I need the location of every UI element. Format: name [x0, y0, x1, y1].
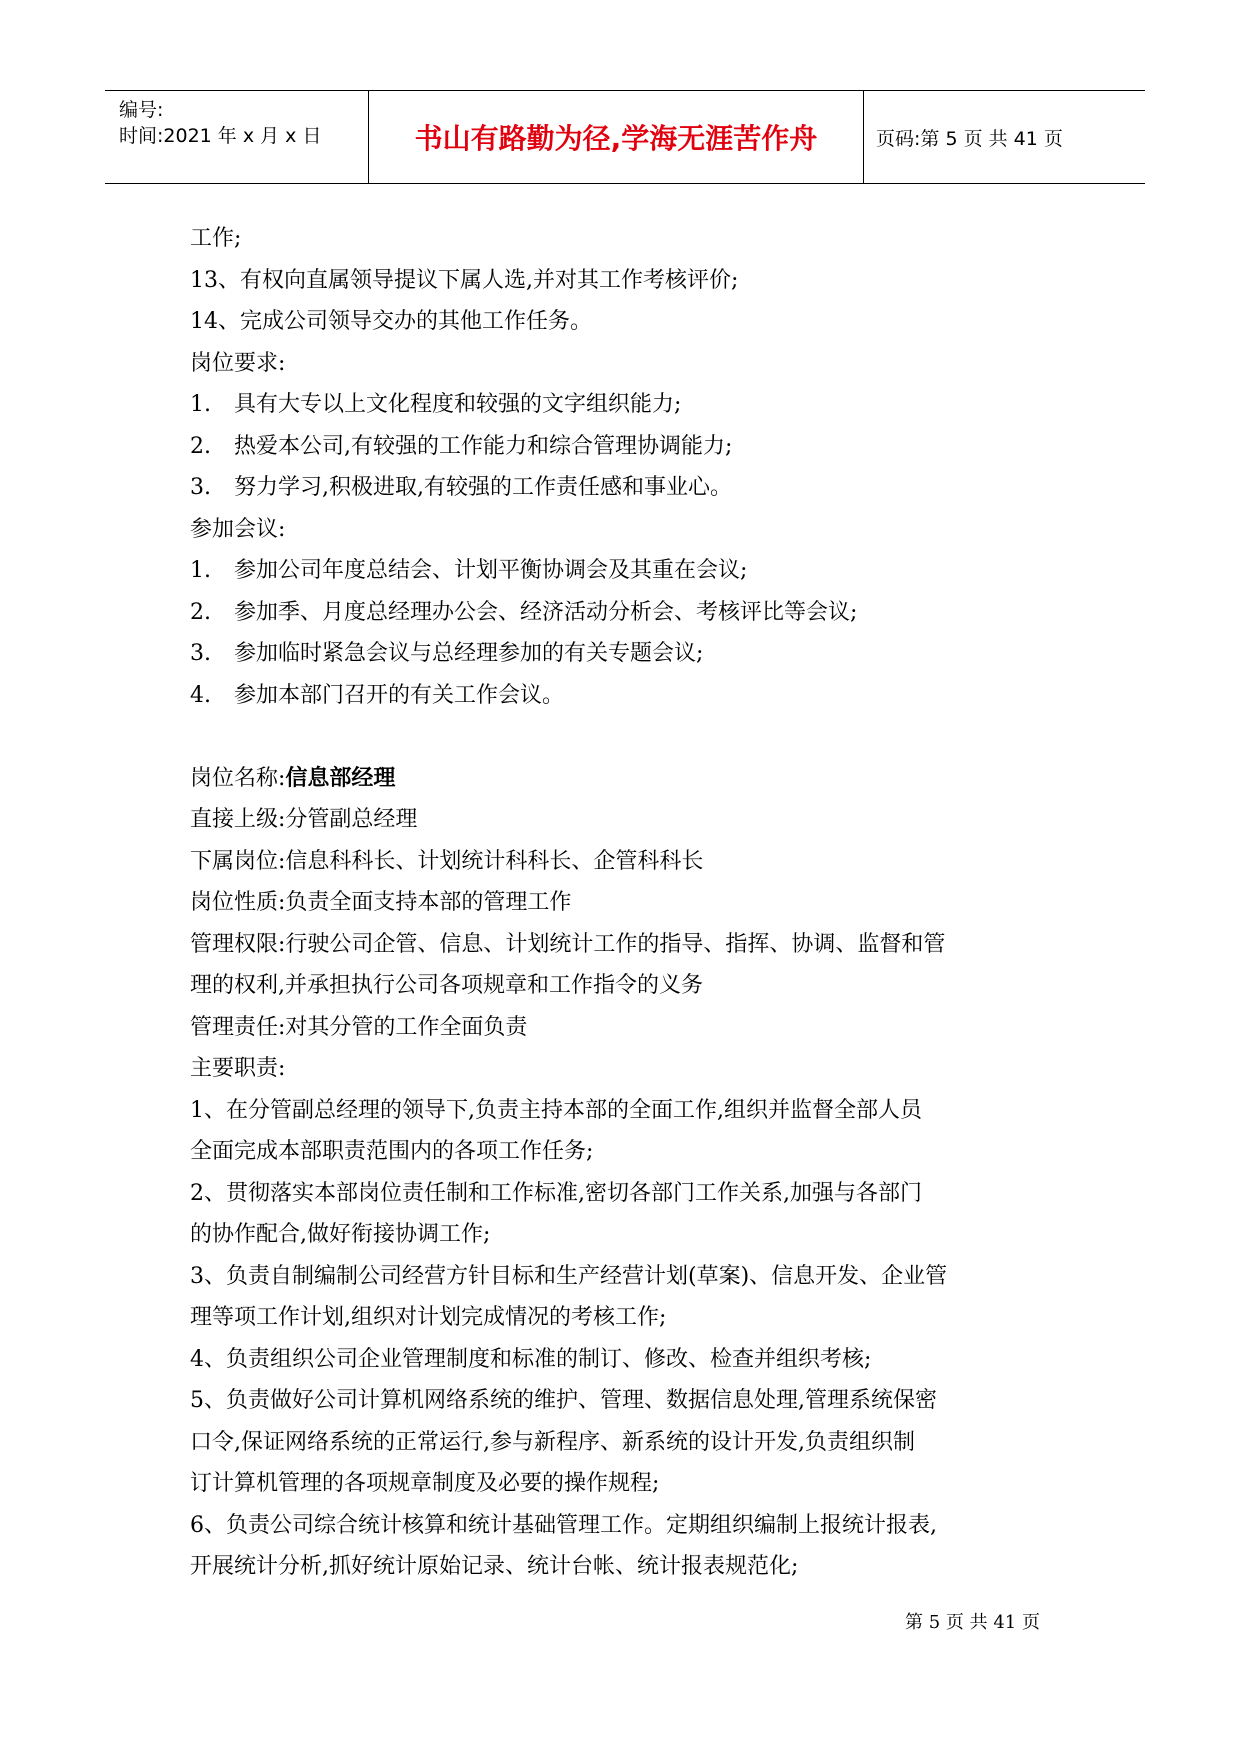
requirements-heading: 岗位要求:: [190, 350, 286, 376]
list-text: 参加季、月度总经理办公会、经济活动分析会、考核评比等会议;: [234, 599, 858, 625]
duty-3-line-cont: 理等项工作计划,组织对计划完成情况的考核工作;: [190, 1305, 667, 1330]
requirement-item: [190, 426, 1060, 468]
duty-3-line: 3、负责自制编制公司经营方针目标和生产经营计划(草案)、信息开发、企业管: [190, 1263, 948, 1289]
paragraph-continuation: 工作;: [190, 226, 242, 251]
document-date: 时间:2021 年 x 月 x 日: [119, 125, 322, 147]
header-page-info: 页码:第 5 页 共 41 页: [876, 127, 1063, 150]
superior-line: 直接上级:分管副总经理: [190, 807, 418, 832]
duty-5-line-cont: 口令,保证网络系统的正常运行,参与新程序、新系统的设计开发,负责组织制: [190, 1429, 915, 1455]
requirement-item: [190, 467, 1060, 509]
list-text: 参加本部门召开的有关工作会议。: [234, 682, 565, 708]
list-number: 4.: [190, 682, 211, 708]
meeting-item: [190, 633, 1060, 675]
list-number: 2.: [190, 599, 211, 625]
duty-1-line-cont: 全面完成本部职责范围内的各项工作任务;: [190, 1139, 594, 1164]
list-number: 3.: [190, 641, 211, 666]
duty-6-line-cont: 开展统计分析,抓好统计原始记录、统计台帐、统计报表规范化;: [190, 1554, 799, 1579]
list-number: 1.: [190, 558, 211, 583]
subordinates-line: 下属岗位:信息科科长、计划统计科科长、企管科科长: [190, 848, 704, 874]
page-header: [105, 90, 1145, 184]
post-name-value: 信息部经理: [285, 765, 396, 791]
list-number: 1.: [190, 392, 211, 417]
header-page-cell: [864, 91, 1145, 183]
page-footer: 第 5 页 共 41 页: [905, 1612, 1040, 1633]
list-number: 2.: [190, 433, 211, 459]
requirement-item: [190, 384, 1060, 426]
meeting-item: [190, 592, 1060, 634]
duties-heading: 主要职责:: [190, 1056, 286, 1081]
list-text: 努力学习,积极进取,有较强的工作责任感和事业心。: [234, 475, 732, 500]
list-text: 具有大专以上文化程度和较强的文字组织能力;: [234, 392, 682, 417]
duty-5-line-cont-2: 订计算机管理的各项规章制度及必要的操作规程;: [190, 1471, 660, 1496]
list-number: 3.: [190, 475, 211, 500]
duty-4-line: 4、负责组织公司企业管理制度和标准的制订、修改、检查并组织考核;: [190, 1346, 872, 1372]
responsibility-line: 管理责任:对其分管的工作全面负责: [190, 1014, 528, 1040]
meeting-item: [190, 675, 1060, 717]
duty-2-line-cont: 的协作配合,做好衔接协调工作;: [190, 1222, 491, 1247]
list-text: 参加公司年度总结会、计划平衡协调会及其重在会议;: [234, 558, 748, 583]
document-number-label: 编号:: [119, 99, 164, 121]
duty-2-line: 2、贯彻落实本部岗位责任制和工作标准,密切各部门工作关系,加强与各部门: [190, 1180, 922, 1206]
duty-5-line: 5、负责做好公司计算机网络系统的维护、管理、数据信息处理,管理系统保密: [190, 1388, 937, 1413]
header-motto-cell: [369, 91, 864, 183]
duty-6-line: 6、负责公司综合统计核算和统计基础管理工作。定期组织编制上报统计报表,: [190, 1512, 937, 1538]
post-name-line: [190, 758, 1060, 800]
nature-line: 岗位性质:负责全面支持本部的管理工作: [190, 890, 572, 915]
header-left-cell: [105, 91, 369, 183]
post-name-label: 岗位名称:: [190, 765, 286, 791]
duty-1-line: 1、在分管副总经理的领导下,负责主持本部的全面工作,组织并监督全部人员: [190, 1097, 922, 1123]
duty-item-14: 14、完成公司领导交办的其他工作任务。: [190, 309, 592, 334]
duty-item-13: 13、有权向直属领导提议下属人选,并对其工作考核评价;: [190, 267, 739, 293]
authority-line: 管理权限:行驶公司企管、信息、计划统计工作的指导、指挥、协调、监督和管: [190, 931, 946, 957]
list-text: 热爱本公司,有较强的工作能力和综合管理协调能力;: [234, 433, 733, 459]
meetings-heading: 参加会议:: [190, 516, 286, 542]
document-body: [190, 218, 1060, 1588]
authority-line-cont: 理的权利,并承担执行公司各项规章和工作指令的义务: [190, 973, 703, 998]
list-text: 参加临时紧急会议与总经理参加的有关专题会议;: [234, 641, 704, 666]
section-spacer: [190, 716, 1060, 758]
header-motto: 书山有路勤为径,学海无涯苦作舟: [414, 122, 818, 155]
meeting-item: [190, 550, 1060, 592]
